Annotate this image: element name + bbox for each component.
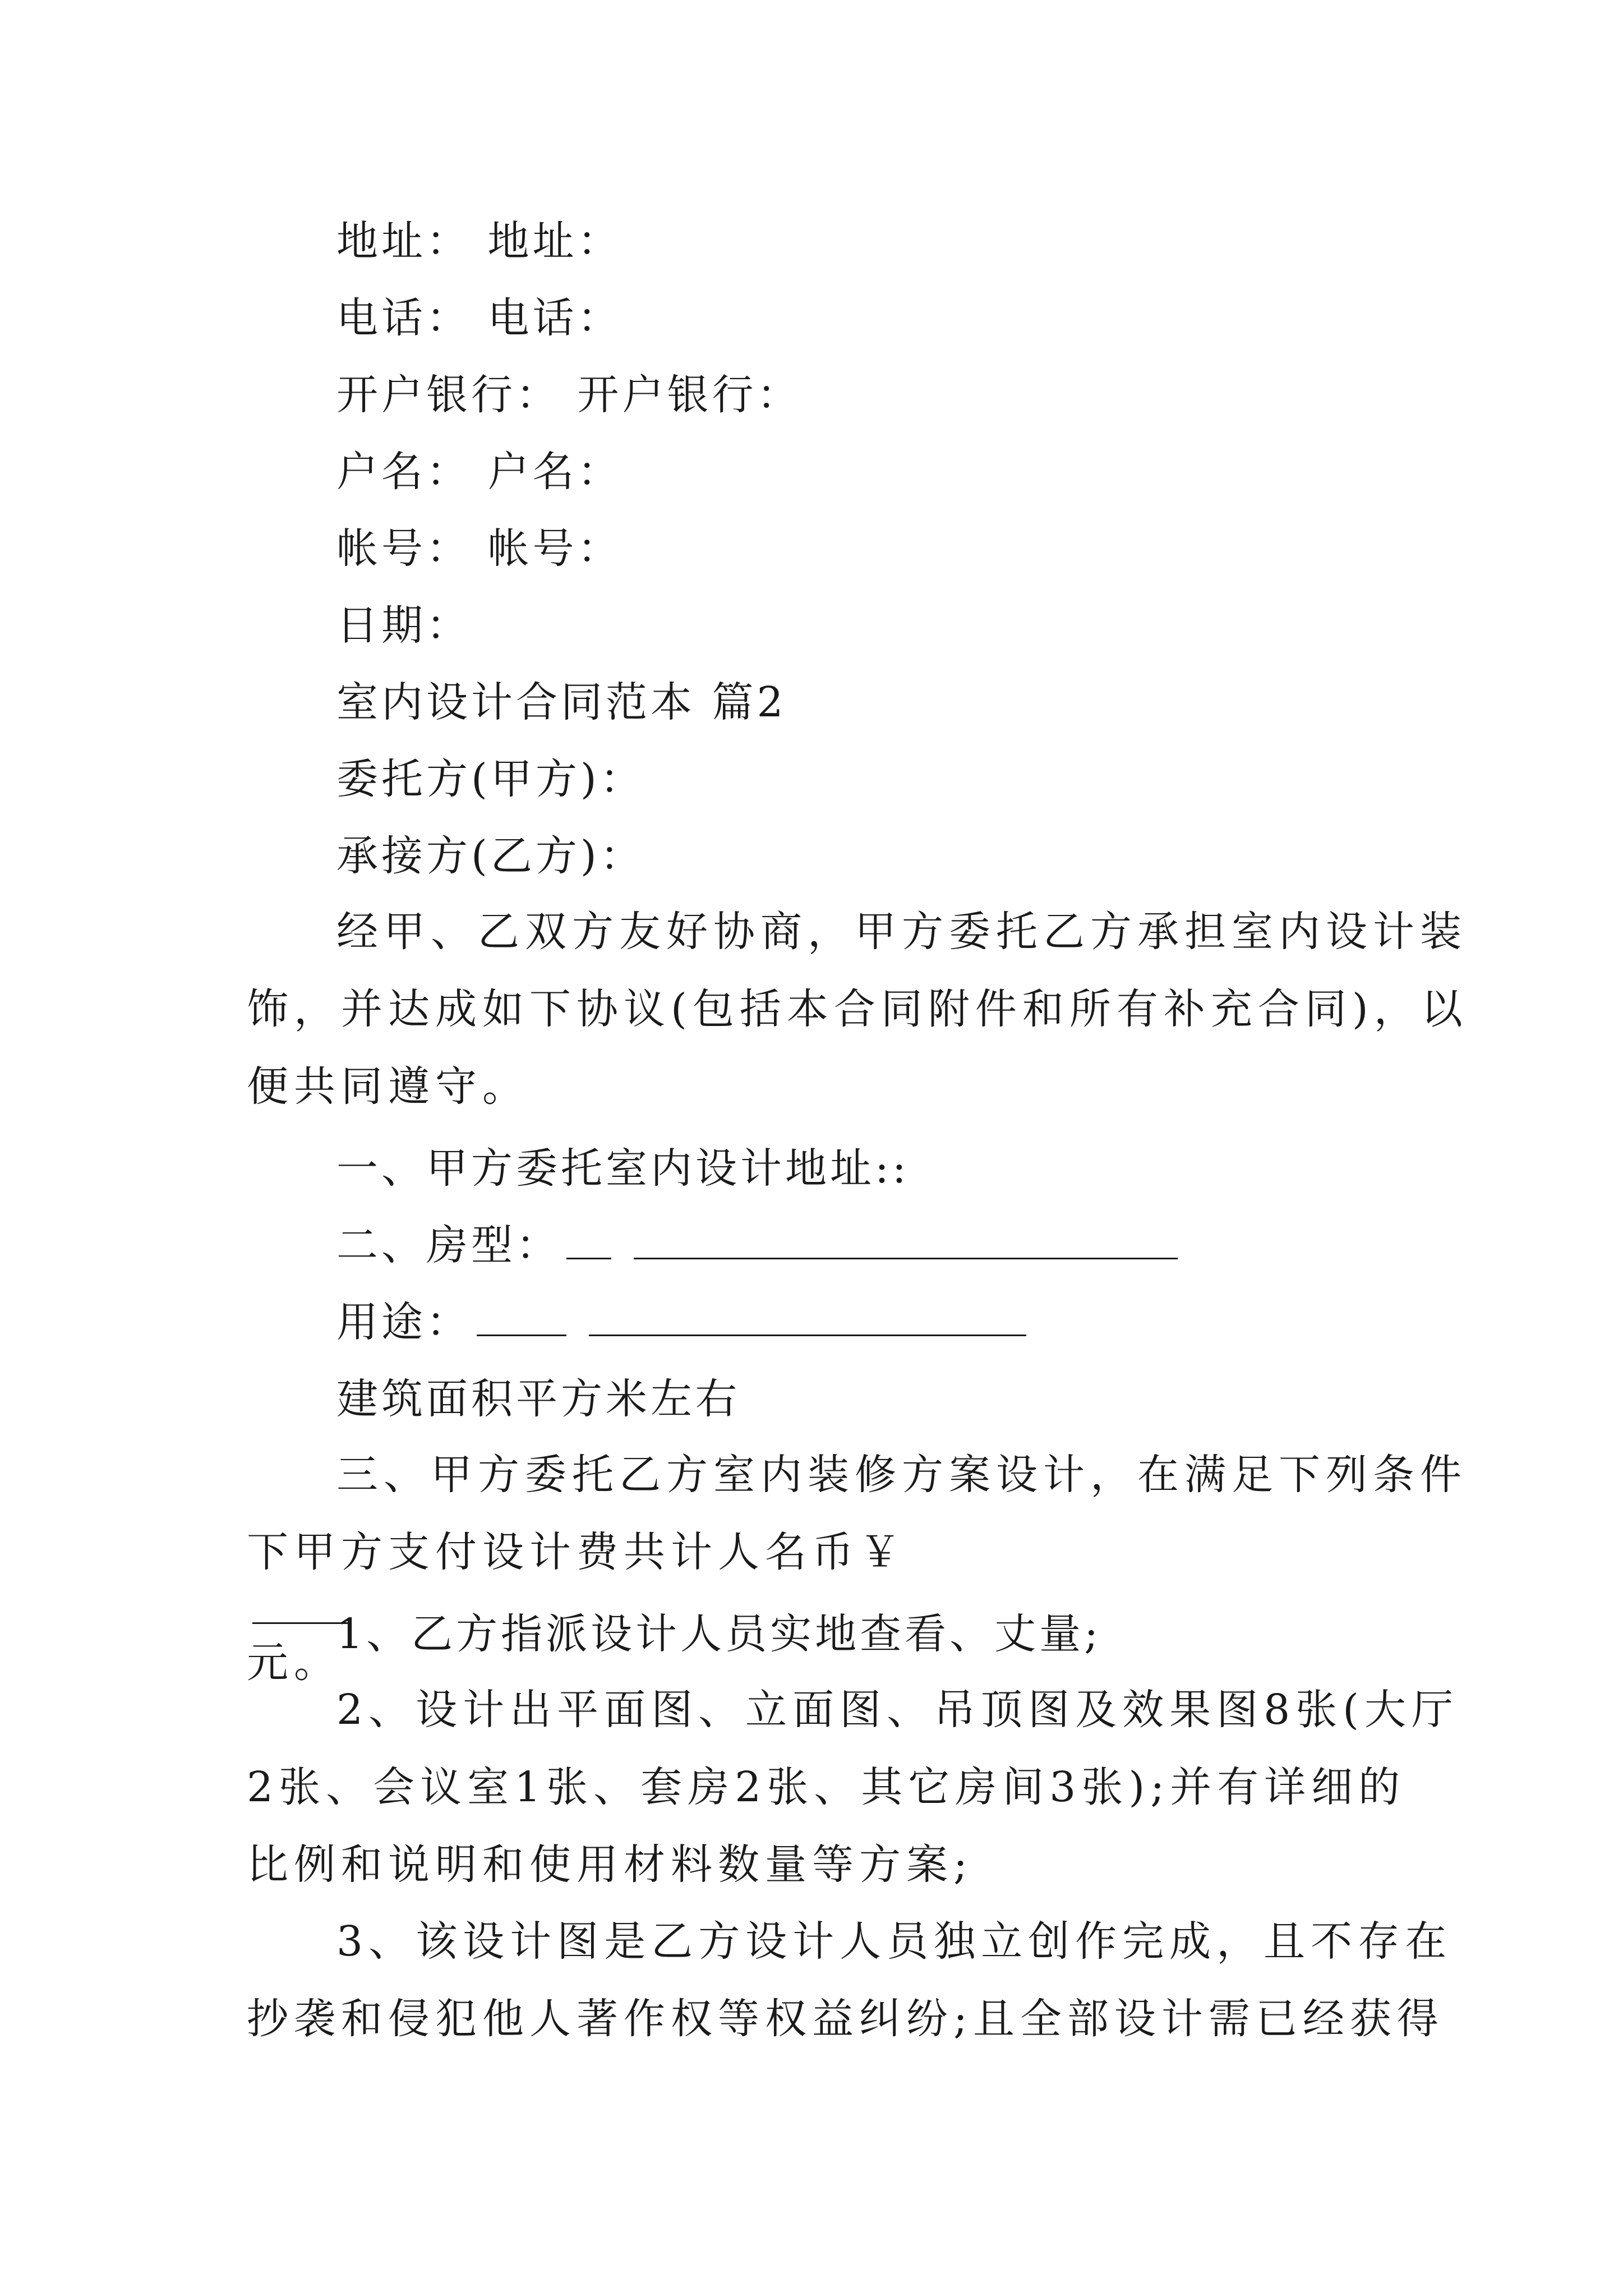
- sub-item-2-paragraph: [247, 1671, 1459, 1903]
- section-heading: 室内设计合同范本 篇2: [336, 678, 787, 726]
- contractor-line: 承接方(乙方)：: [336, 832, 645, 880]
- usage-label: 用途：: [336, 1298, 471, 1346]
- fee-amount-blank: [252, 1591, 348, 1624]
- intro-line-3: 便共同遵守。: [247, 1062, 529, 1111]
- sub-item-3-paragraph: [247, 1903, 1453, 2058]
- intro-line-2: 饰，并达成如下协议(包括本合同附件和所有补充合同)，以: [247, 985, 1468, 1033]
- sub-item-3-line-1: 3、该设计图是乙方设计人员独立创作完成，且不存在: [336, 1917, 1453, 1966]
- fee-label: 下甲方支付设计费共计人名币￥: [247, 1528, 906, 1576]
- client-line: 委托方(甲方)：: [336, 755, 645, 803]
- sub-item-3-line-2: 抄袭和侵犯他人著作权等权益纠纷;且全部设计需已经获得: [247, 1995, 1444, 2043]
- sub-item-1-line: 1、乙方指派设计人员实地查看、丈量;: [336, 1610, 1102, 1658]
- sub-item-2-line-2: 2张、会议室1张、套房2张、其它房间3张);并有详细的: [247, 1763, 1406, 1811]
- account-name-line: 户名： 户名：: [336, 448, 623, 496]
- account-number-line: 帐号： 帐号：: [336, 524, 623, 573]
- room-type-label: 二、房型：: [336, 1221, 561, 1269]
- sub-item-2-line-1: 2、设计出平面图、立面图、吊顶图及效果图8张(大厅: [336, 1686, 1459, 1734]
- usage-blank-long: [589, 1301, 1026, 1336]
- date-line: 日期：: [336, 601, 471, 650]
- item-2-line: [336, 1217, 1178, 1273]
- item-1-line: 一、甲方委托室内设计地址::: [336, 1144, 910, 1193]
- room-type-blank-long: [634, 1224, 1178, 1259]
- sub-item-2-line-3: 比例和说明和使用材料数量等方案;: [247, 1841, 973, 1889]
- bank-line: 开户银行： 开户银行：: [336, 371, 802, 419]
- item-3-line-1: 三、甲方委托乙方室内装修方案设计，在满足下列条件: [336, 1451, 1467, 1499]
- area-line: 建筑面积平方米左右: [336, 1375, 740, 1423]
- fee-unit: 元。: [247, 1639, 341, 1687]
- address-line: 地址： 地址：: [336, 217, 623, 265]
- phone-line: 电话： 电话：: [336, 294, 623, 342]
- room-type-blank-short: [566, 1224, 611, 1259]
- intro-line-1: 经甲、乙双方友好协商，甲方委托乙方承担室内设计装: [336, 908, 1467, 956]
- usage-line: [336, 1294, 1026, 1350]
- usage-blank-short: [477, 1301, 566, 1336]
- intro-paragraph: [247, 893, 1468, 1125]
